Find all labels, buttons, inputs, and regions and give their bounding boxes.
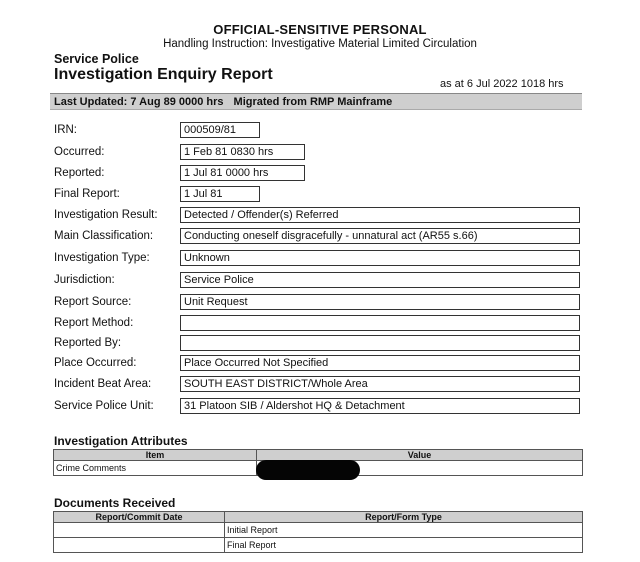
field-value-place-occurred: Place Occurred Not Specified — [180, 355, 580, 371]
field-label-reported-by: Reported By: — [54, 337, 122, 349]
table-row — [54, 523, 583, 538]
documents-header-row — [54, 512, 583, 523]
document-type-cell: Initial Report — [225, 523, 583, 538]
last-updated-bar — [50, 93, 582, 110]
field-value-report-method — [180, 315, 580, 331]
field-value-main-classification: Conducting oneself disgracefully - unnatural act (AR55 s.66) — [180, 228, 580, 244]
migrated-text: Migrated from RMP Mainframe — [233, 96, 393, 108]
documents-table — [53, 511, 583, 553]
field-label-investigation-type: Investigation Type: — [54, 252, 150, 264]
field-label-final-report: Final Report: — [54, 188, 120, 200]
field-value-reported: 1 Jul 81 0000 hrs — [180, 165, 305, 181]
field-value-investigation-result: Detected / Offender(s) Referred — [180, 207, 580, 223]
last-updated-text: Last Updated: 7 Aug 89 0000 hrs — [54, 96, 224, 108]
report-title: Investigation Enquiry Report — [54, 66, 273, 83]
field-value-occurred: 1 Feb 81 0830 hrs — [180, 144, 305, 160]
field-label-jurisdiction: Jurisdiction: — [54, 274, 115, 286]
documents-section-title: Documents Received — [54, 496, 176, 510]
field-label-report-method: Report Method: — [54, 317, 134, 329]
field-value-service-police-unit: 31 Platoon SIB / Aldershot HQ & Detachment — [180, 398, 580, 414]
documents-col-date: Report/Commit Date — [54, 512, 225, 523]
attributes-col-value: Value — [257, 450, 583, 461]
field-value-final-report: 1 Jul 81 — [180, 186, 260, 202]
field-value-irn: 000509/81 — [180, 122, 260, 138]
field-label-occurred: Occurred: — [54, 146, 105, 158]
attributes-col-item: Item — [54, 450, 257, 461]
handling-instruction: Handling Instruction: Investigative Material Limited Circulation — [163, 38, 477, 50]
field-label-investigation-result: Investigation Result: — [54, 209, 158, 221]
document-date-cell — [54, 523, 225, 538]
field-label-report-source: Report Source: — [54, 296, 132, 308]
attributes-section-title: Investigation Attributes — [54, 434, 188, 448]
attribute-item-cell: Crime Comments — [54, 461, 257, 476]
attributes-header-row — [54, 450, 583, 461]
field-value-report-source: Unit Request — [180, 294, 580, 310]
field-label-incident-beat-area: Incident Beat Area: — [54, 378, 152, 390]
document-type-cell: Final Report — [225, 538, 583, 553]
documents-col-type: Report/Form Type — [225, 512, 583, 523]
as-at-timestamp: as at 6 Jul 2022 1018 hrs — [440, 78, 564, 90]
field-label-main-classification: Main Classification: — [54, 230, 154, 242]
field-value-investigation-type: Unknown — [180, 250, 580, 266]
table-row — [54, 538, 583, 553]
field-label-service-police-unit: Service Police Unit: — [54, 400, 154, 412]
field-label-place-occurred: Place Occurred: — [54, 357, 137, 369]
field-value-incident-beat-area: SOUTH EAST DISTRICT/Whole Area — [180, 376, 580, 392]
redaction-mark — [256, 460, 360, 480]
organisation-name: Service Police — [54, 52, 139, 66]
document-date-cell — [54, 538, 225, 553]
field-label-reported: Reported: — [54, 167, 105, 179]
field-value-reported-by — [180, 335, 580, 351]
field-value-jurisdiction: Service Police — [180, 272, 580, 288]
classification-marking: OFFICIAL-SENSITIVE PERSONAL — [213, 22, 427, 37]
field-label-irn: IRN: — [54, 124, 77, 136]
